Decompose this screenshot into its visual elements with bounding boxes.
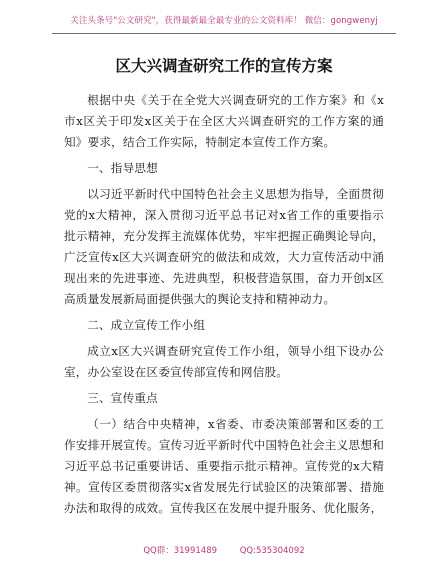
section-heading-guiding-ideology: 一、指导思想 [87, 161, 158, 175]
header-divider [52, 33, 396, 34]
footer-qq: QQ:535304092 [239, 546, 305, 556]
document-title: 区大兴调查研究工作的宣传方案 [115, 57, 333, 75]
paragraph-intro: 根据中央《关于在全党大兴调查研究的工作方案》和《x市x区关于印发x区关于在全区大兴调查研究的工作方案的通知》要求，结合工作实际，特制定本宣传工作方案。 [64, 93, 384, 149]
footer-contact [0, 544, 448, 556]
footer-qq-group: QQ群：31991489 [143, 546, 218, 556]
paragraph-guiding-ideology: 以习近平新时代中国特色社会主义思想为指导，全面贯彻党的x大精神，深入贯彻习近平总书记对x省工作的重要指示批示精神，充分发挥主流媒体优势，牢牢把握正确舆论导向，广泛宣传x区大兴调查研究的做法和成效，大力宣传活动中涌现出来的先进事迹、先进典型，积极营造氛围，奋力开创x区高质量发展新局面提供强大的舆论支持和精神动力。 [64, 187, 384, 306]
paragraph-working-group: 成立x区大兴调查研究宣传工作小组，领导小组下设办公室，办公室设在区委宣传部宣传和网信股。 [64, 344, 384, 379]
section-heading-working-group: 二、成立宣传工作小组 [87, 318, 206, 332]
paragraph-key-points: （一）结合中央精神，x省委、市委决策部署和区委的工作安排开展宣传。宣传习近平新时代中国特色社会主义思想和习近平总书记重要讲话、重要指示批示精神。宣传党的x大精神。宣传区委贯彻落实x省发展先行试验区的决策部署、措施办法和取得的成效。宣传我区在发展中提升服务、优化服务， [64, 417, 384, 515]
document-body [64, 90, 384, 524]
header-note: 关注头条号"公文研究"，获得最新最全最专业的公文资料库！ 微信：gongwenyj [70, 16, 378, 26]
section-heading-key-points: 三、宣传重点 [87, 391, 158, 405]
